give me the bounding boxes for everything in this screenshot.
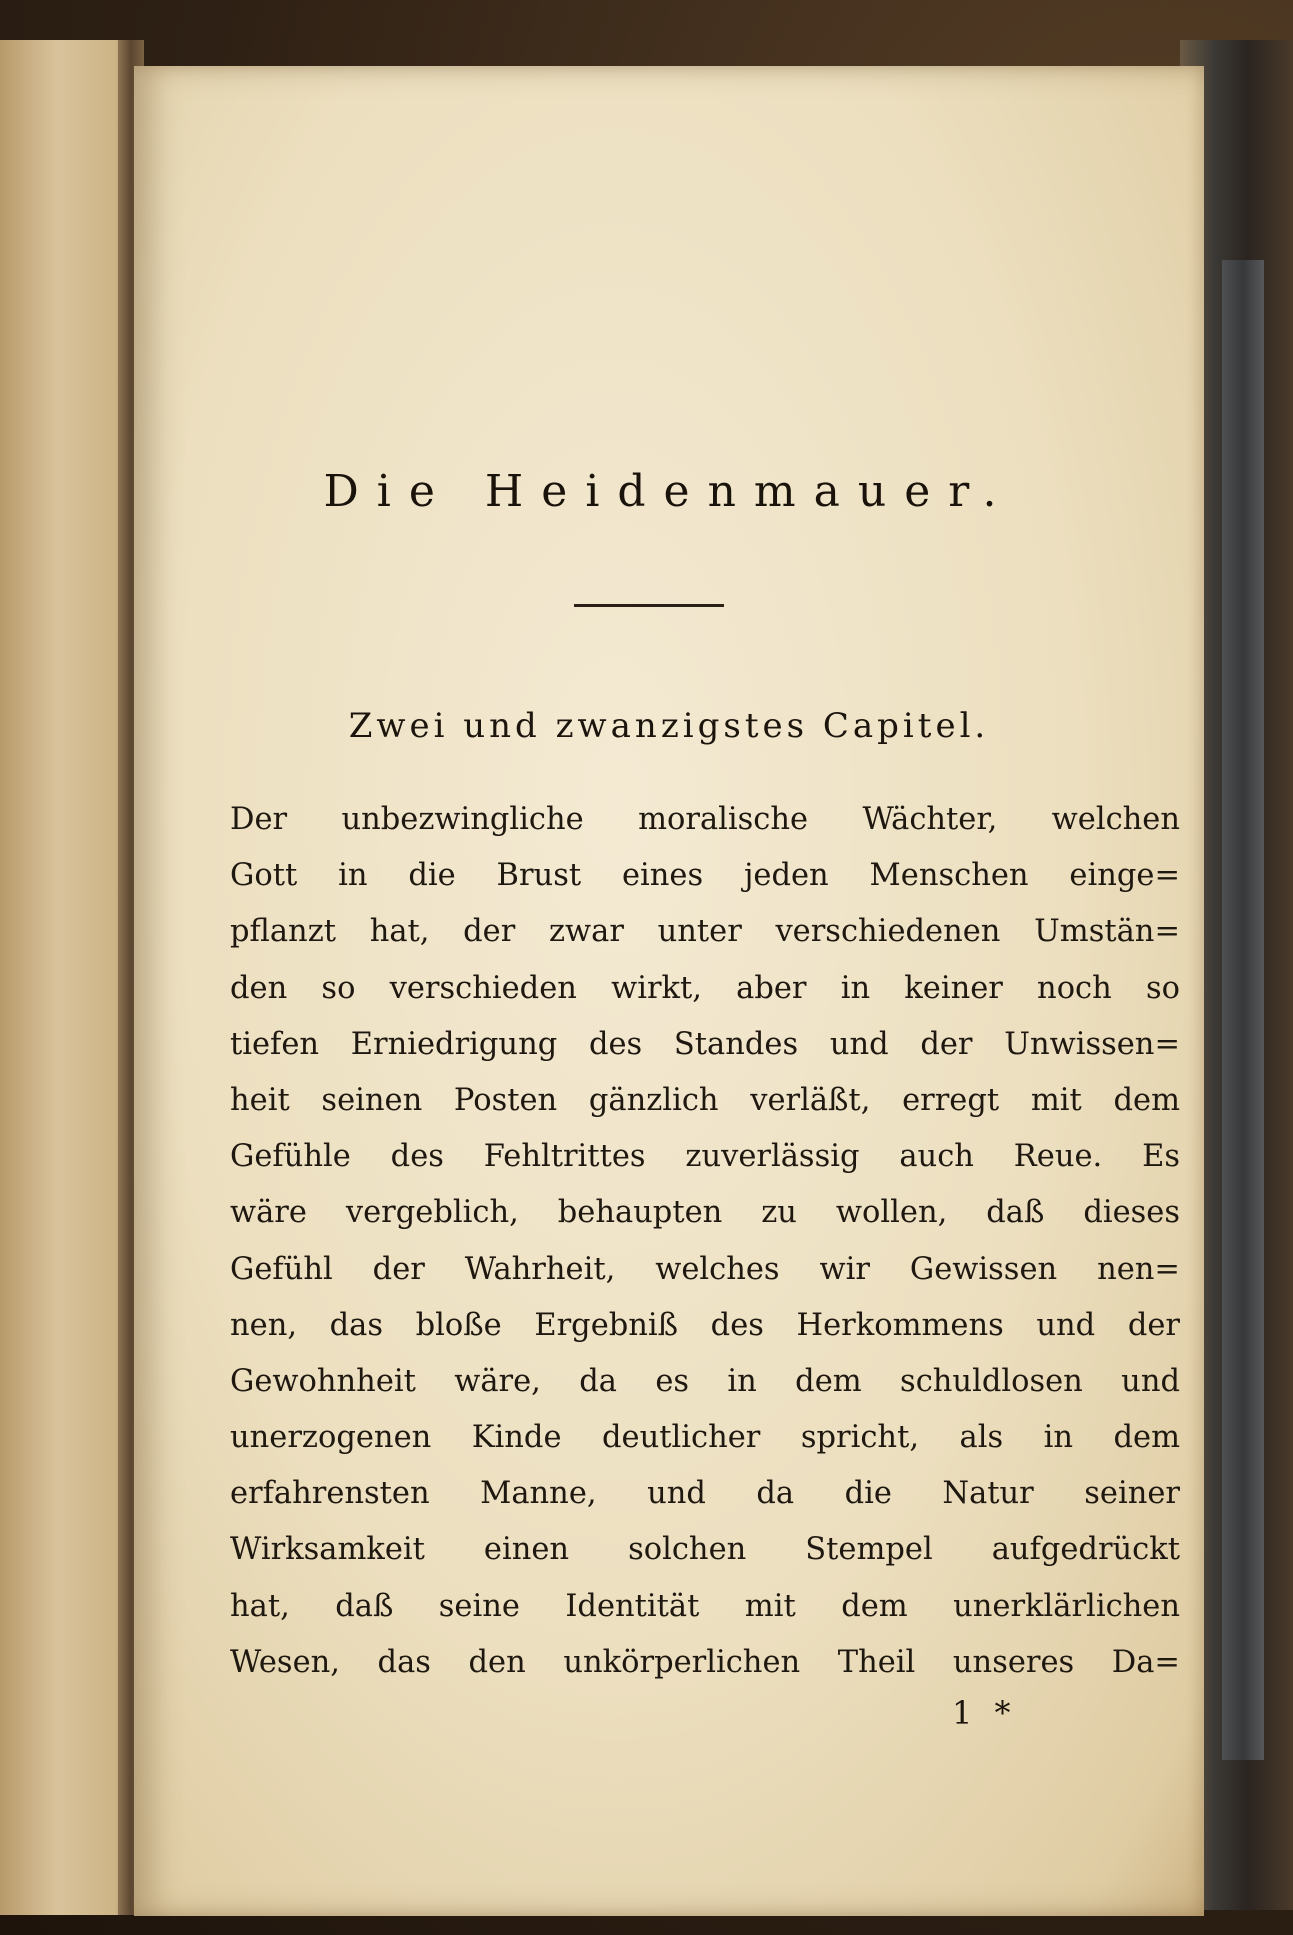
text-line: nen, das bloße Ergebniß des Herkommens und der xyxy=(230,1307,1180,1343)
text-line: unerzogenen Kinde deutlicher spricht, als in dem xyxy=(230,1420,1180,1456)
text-line: wäre vergeblich, behaupten zu wollen, daß dieses xyxy=(230,1195,1180,1231)
text-line: Der unbezwingliche moralische Wächter, welchen xyxy=(230,802,1180,837)
text-line: hat, daß seine Identität mit dem unerklärlichen xyxy=(230,1588,1180,1624)
text-line: Gott in die Brust eines jeden Menschen einge= xyxy=(230,858,1180,894)
title-divider xyxy=(574,604,724,607)
text-line: den so verschieden wirkt, aber in keiner noch so xyxy=(230,970,1180,1006)
text-line: Gewohnheit wäre, da es in dem schuldlosen und xyxy=(230,1363,1180,1399)
text-line: Wirksamkeit einen solchen Stempel aufgedrückt xyxy=(230,1532,1180,1568)
text-line: tiefen Erniedrigung des Standes und der Unwissen= xyxy=(230,1026,1180,1062)
book-spine-strip xyxy=(1222,260,1264,1760)
text-line: Gefühl der Wahrheit, welches wir Gewissen nen= xyxy=(230,1251,1180,1287)
signature-mark: 1 * xyxy=(952,1694,1017,1732)
text-line: erfahrensten Manne, und da die Natur seiner xyxy=(230,1476,1180,1512)
text-line: Wesen, das den unkörperlichen Theil unseres Da= xyxy=(230,1644,1180,1680)
body-text xyxy=(230,792,1180,1691)
book-page xyxy=(134,66,1204,1916)
previous-page-edge xyxy=(0,40,128,1915)
text-line: Gefühle des Fehltrittes zuverlässig auch Reue. Es xyxy=(230,1139,1180,1175)
chapter-heading: Zwei und zwanzigstes Capitel. xyxy=(348,706,990,746)
page-title: Die Heidenmauer. xyxy=(323,466,1015,517)
text-line: heit seinen Posten gänzlich verläßt, erregt mit dem xyxy=(230,1082,1180,1118)
text-line: pflanzt hat, der zwar unter verschiedenen Umstän= xyxy=(230,914,1180,950)
